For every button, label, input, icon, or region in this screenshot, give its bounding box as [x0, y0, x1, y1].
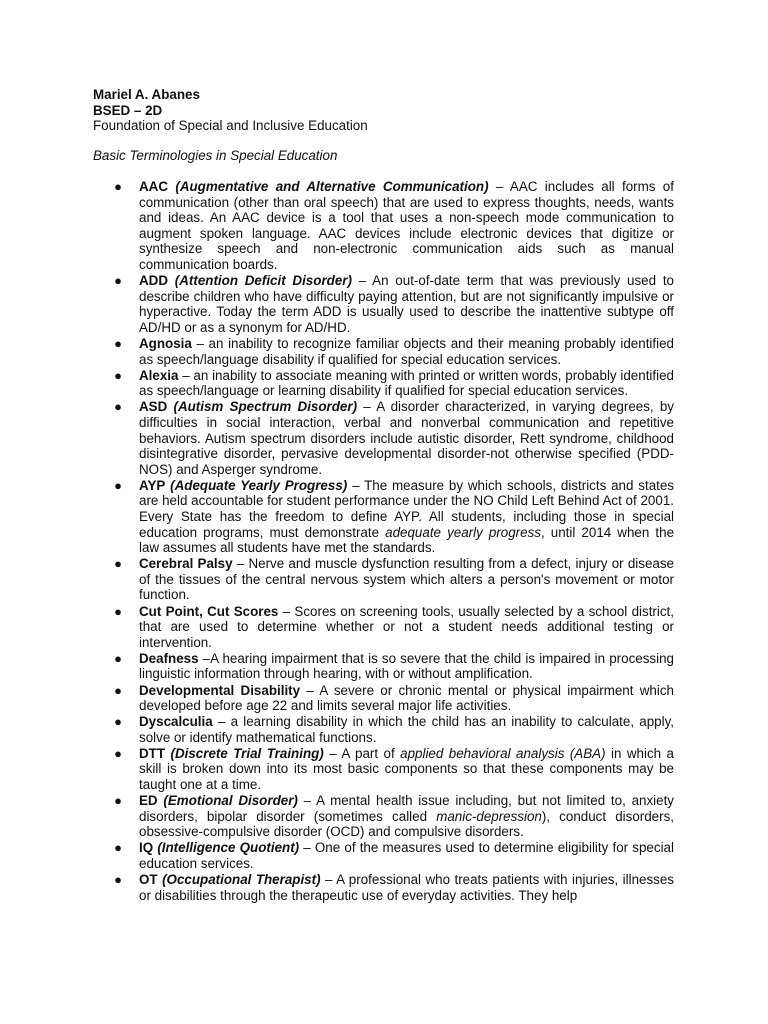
- term-definition-continued: , until 2014 when the law assumes all students have met the standards.: [139, 524, 675, 556]
- term-name: Agnosia: [139, 335, 192, 351]
- term-expansion: (Discrete Trial Training): [170, 745, 324, 761]
- list-item: [0, 179, 674, 273]
- term-expansion: (Attention Deficit Disorder): [174, 273, 352, 289]
- term-expansion: (Emotional Disorder): [163, 793, 298, 809]
- term-emphasis: applied behavioral analysis (ABA): [400, 745, 606, 761]
- term-name: Developmental Disability: [139, 682, 301, 698]
- term-definition-continued: in which a skill is broken down into its most basic components so that these components may be taught one at a time.: [139, 745, 674, 793]
- term-definition: – an inability to associate meaning with printed or written words, probably identified as speech/language or learning disability if qualified for special education services.: [139, 367, 674, 399]
- term-name: AYP: [139, 477, 166, 493]
- term-expansion: (Intelligence Quotient): [157, 840, 300, 856]
- list-item: [0, 872, 674, 903]
- term-expansion: (Augmentative and Alternative Communication): [175, 179, 489, 194]
- term-name: OT: [139, 872, 158, 888]
- course-title: Foundation of Special and Inclusive Education: [93, 118, 368, 134]
- bullet-icon: ●: [114, 603, 122, 619]
- term-name: Alexia: [139, 367, 179, 383]
- term-definition: – Scores on screening tools, usually selected by a school district, that are used to determine whether or not a student needs additional testing or intervention.: [139, 603, 674, 650]
- bullet-icon: ●: [114, 745, 122, 761]
- term-name: Cut Point, Cut Scores: [139, 603, 279, 619]
- list-item: [0, 273, 674, 335]
- term-name: Deafness: [139, 650, 199, 666]
- bullet-icon: ●: [114, 793, 122, 809]
- term-emphasis: manic-depression: [436, 808, 542, 824]
- term-expansion: (Adequate Yearly Progress): [170, 477, 348, 493]
- term-name: ASD: [139, 399, 168, 415]
- bullet-icon: ●: [114, 399, 122, 415]
- term-definition: – A severe or chronic mental or physical impairment which developed before age 22 and limits several major life activities.: [139, 682, 674, 714]
- term-definition: – an inability to recognize familiar objects and their meaning probably identified as speech/language disability if qualified for special education services.: [139, 335, 674, 367]
- term-definition-continued: ), conduct disorders, obsessive-compulsive disorder (OCD) and compulsive disorders.: [139, 808, 674, 840]
- list-item: [0, 399, 674, 477]
- term-definition: – A part of: [323, 745, 401, 761]
- bullet-icon: ●: [114, 367, 122, 383]
- bullet-icon: ●: [114, 273, 122, 289]
- term-name: ADD: [139, 273, 169, 289]
- term-definition: – A professional who treats patients with injuries, illnesses or disabilities through the therapeutic use of everyday activities. They help: [139, 872, 674, 903]
- term-name: Dyscalculia: [139, 714, 213, 730]
- term-expansion: (Occupational Therapist): [162, 872, 321, 888]
- term-name: DTT: [139, 745, 166, 761]
- bullet-icon: ●: [114, 556, 122, 572]
- bullet-icon: ●: [114, 477, 122, 493]
- list-item: [0, 714, 674, 745]
- list-item: [0, 746, 674, 793]
- document-subtitle: Basic Terminologies in Special Education: [93, 148, 338, 163]
- term-definition: – One of the measures used to determine eligibility for special education services.: [139, 840, 674, 872]
- list-item: [0, 478, 674, 556]
- term-definition: – Nerve and muscle dysfunction resulting from a defect, injury or disease of the tissues of the central nervous system which alters a person's movement or motor function.: [139, 556, 674, 603]
- term-name: AAC: [139, 179, 169, 194]
- list-item: [0, 604, 674, 651]
- term-definition: – The measure by which schools, districts and states are held accountable for student performance under the NO Child Left Behind Act of 2001. Every State has the freedom to define AYP. All students, including those in special education programs, must demonstrate: [139, 477, 674, 540]
- term-name: IQ: [139, 840, 154, 856]
- term-definition: – A mental health issue including, but not limited to, anxiety disorders, bipolar disorder (sometimes called: [139, 793, 674, 824]
- term-definition: –A hearing impairment that is so severe that the child is impaired in processing linguistic information through hearing, with or without amplification.: [139, 650, 674, 682]
- list-item: [0, 336, 674, 367]
- bullet-icon: ●: [114, 179, 122, 194]
- list-item: [0, 651, 674, 682]
- bullet-icon: ●: [114, 682, 122, 698]
- bullet-icon: ●: [114, 335, 122, 351]
- term-definition: – An out-of-date term that was previously used to describe children who have difficulty paying attention, but are not significantly impulsive or hyperactive. Today the term ADD is usually used to describe the inattentive subtype off AD/HD or as a synonym for AD/HD.: [139, 273, 674, 335]
- term-emphasis: adequate yearly progress: [385, 524, 541, 540]
- bullet-icon: ●: [114, 714, 122, 730]
- term-definition: – a learning disability in which the child has an inability to calculate, apply, solve or identify mathematical functions.: [139, 714, 674, 745]
- term-definition: – A disorder characterized, in varying degrees, by difficulties in social interaction, verbal and nonverbal communication and repetitive behaviors. Autism spectrum disorders include autistic disorder, Rett syndrome, childhood disintegrative disorder, pervasive developmental disorder-not otherwise specified (PDD-NOS) and Asperger syndrome.: [139, 399, 674, 477]
- bullet-icon: ●: [114, 650, 122, 666]
- list-item: [0, 840, 674, 871]
- term-expansion: (Autism Spectrum Disorder): [173, 399, 358, 415]
- author-name: Mariel A. Abanes: [93, 87, 200, 102]
- term-name: Cerebral Palsy: [139, 556, 233, 572]
- list-item: [0, 683, 674, 714]
- document-header: [93, 87, 693, 134]
- terminology-list: [0, 179, 768, 904]
- list-item: [0, 793, 674, 840]
- list-item: [0, 556, 674, 603]
- term-name: ED: [139, 793, 158, 809]
- term-definition: – AAC includes all forms of communication (other than oral speech) that are used to express thoughts, needs, wants and ideas. An AAC device is a tool that uses a non-speech mode communication to augment spoken language. AAC devices include electronic devices that digitize or synthesize speech and non-electronic communication aids such as manual communication boards.: [139, 179, 674, 272]
- class-section: BSED – 2D: [93, 102, 163, 118]
- bullet-icon: ●: [114, 840, 122, 856]
- list-item: [0, 368, 674, 399]
- bullet-icon: ●: [114, 872, 122, 888]
